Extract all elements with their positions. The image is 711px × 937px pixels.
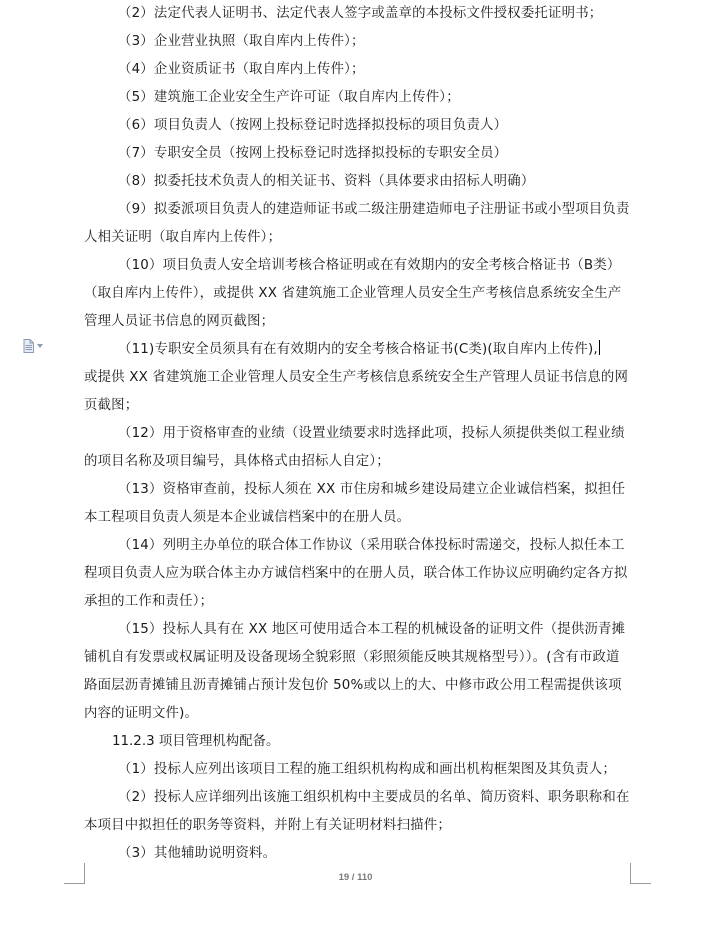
section-heading: 11.2.3 项目管理机构配备。: [112, 734, 280, 749]
paragraph-item-9: （9）拟委派项目负责人的建造师证书或二级注册建造师电子注册证书或小型项目负责人相关证明（取自库内上传件）；: [84, 202, 630, 245]
paragraph-item-3: （3）企业营业执照（取自库内上传件）；: [118, 34, 365, 49]
paragraph-item-14: （14）列明主办单位的联合体工作协议（采用联合体投标时需递交，投标人拟任本工程项目负责人应为联合体主办方诚信档案中的在册人员，联合体工作协议应明确约定各方拟承担的工作和责任）；: [84, 538, 628, 609]
paragraph-item-4: （4）企业资质证书（取自库内上传件）；: [118, 62, 365, 77]
paragraph-item-12: （12）用于资格审查的业绩（设置业绩要求时选择此项，投标人须提供类似工程业绩的项目名称及项目编号，具体格式由招标人自定）；: [84, 426, 625, 469]
paragraph-item-2: （2）法定代表人证明书、法定代表人签字或盖章的本投标文件授权委托证明书；: [118, 6, 603, 21]
section-item-1: （1）投标人应列出该项目工程的施工组织机构构成和画出机构框架图及其负责人；: [118, 762, 616, 777]
document-body: [84, 0, 632, 868]
caret-down-icon: [37, 344, 43, 348]
paragraph-item-6: （6）项目负责人（按网上投标登记时选择拟投标的项目负责人）: [118, 118, 508, 133]
paragraph-item-10: （10）项目负责人安全培训考核合格证明或在有效期内的安全考核合格证书（B类）（取自库内上传件），或提供 XX 省建筑施工企业管理人员安全生产考核信息系统安全生产管理人员证书信息的网页截图；: [84, 258, 622, 329]
paragraph-item-8: （8）拟委托技术负责人的相关证书、资料（具体要求由招标人明确）: [118, 174, 535, 189]
text-cursor: [599, 340, 600, 355]
paragraph-item-11-text: （11)专职安全员须具有在有效期内的安全考核合格证书(C类)(取自库内上传件),: [118, 342, 598, 357]
section-item-2: （2）投标人应详细列出该施工组织机构中主要成员的名单、简历资料、职务职称和在本项目中拟担任的职务等资料，并附上有关证明材料扫描件；: [84, 790, 630, 833]
paragraph-item-5: （5）建筑施工企业安全生产许可证（取自库内上传件）；: [118, 90, 460, 105]
page-number: 19 / 110: [338, 872, 373, 883]
paragraph-item-13: （13）资格审查前，投标人须在 XX 市住房和城乡建设局建立企业诚信档案，拟担任本工程项目负责人须是本企业诚信档案中的在册人员。: [84, 482, 626, 525]
paragraph-item-7: （7）专职安全员（按网上投标登记时选择拟投标的专职安全员）: [118, 146, 508, 161]
paragraph-item-15: （15）投标人具有在 XX 地区可使用适合本工程的机械设备的证明文件（提供沥青摊铺机自有发票或权属证明及设备现场全貌彩照（彩照须能反映其规格型号））。(含有市政道路面层沥青摊铺且沥青摊铺占预计发包价 50%或以上的大、中修市政公用工程需提供该项内容的证明文件)。: [84, 622, 626, 721]
paragraph-marker[interactable]: [23, 339, 43, 353]
section-item-3: （3）其他辅助说明资料。: [118, 846, 277, 861]
document-icon: [23, 339, 34, 353]
paragraph-item-11[interactable]: [84, 336, 632, 364]
paragraph-item-11-continued: 或提供 XX 省建筑施工企业管理人员安全生产考核信息系统安全生产管理人员证书信息的网页截图；: [84, 370, 629, 413]
